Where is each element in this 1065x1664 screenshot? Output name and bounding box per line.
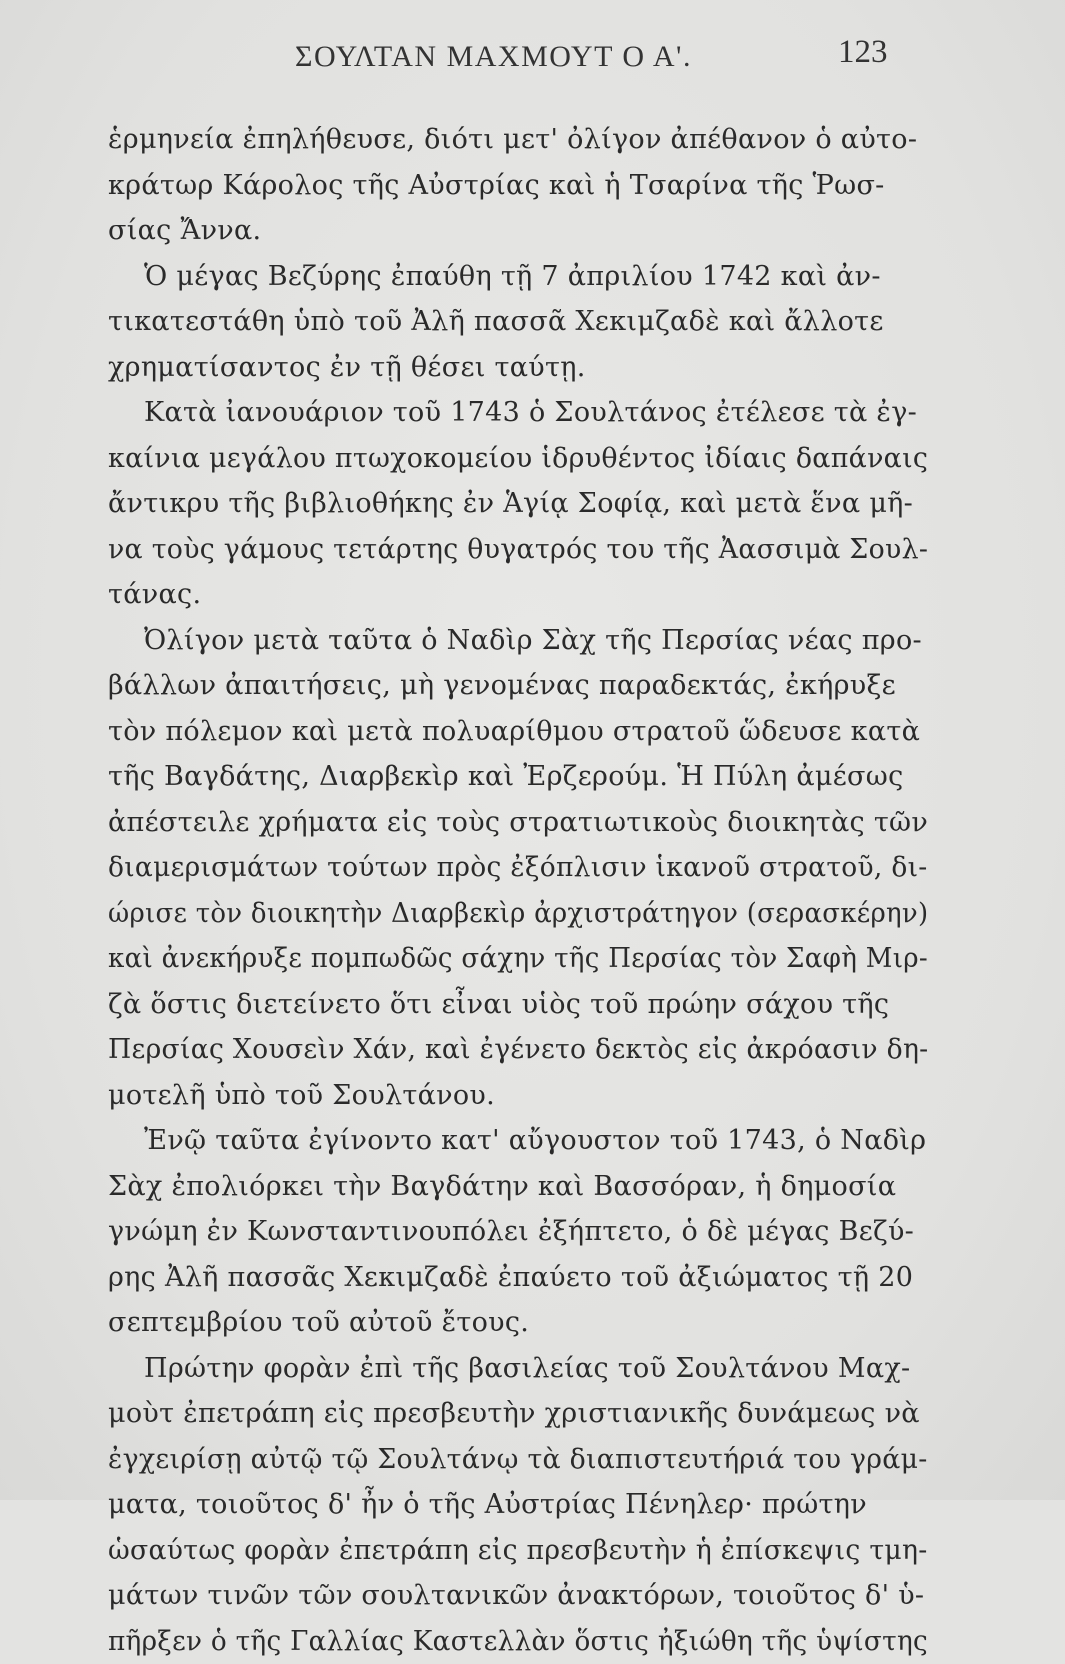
text-line: χρηματίσαντος ἐν τῇ θέσει ταύτῃ. [108,345,928,391]
page-number: 123 [838,34,888,71]
text-line: Ἐνῷ ταῦτα ἐγίνοντο κατ' αὔγουστον τοῦ 1743, ὁ Ναδὶρ [108,1118,928,1164]
text-line: μάτων τινῶν τῶν σουλτανικῶν ἀνακτόρων, τοιοῦτος δ' ὑ- [108,1573,928,1619]
text-line: καίνια μεγάλου πτωχοκομείου ἱδρυθέντος ἰδίαις δαπάναις [108,436,923,482]
text-line: Κατὰ ἰανουάριον τοῦ 1743 ὁ Σουλτάνος ἐτέλεσε τὰ ἐγ- [108,390,928,436]
running-head: ΣΟΥΛΤΑΝ ΜΑΧΜΟΥΤ Ο Α'. [295,40,692,74]
text-line: Ὁ μέγας Βεζύρης ἐπαύθη τῇ 7 ἀπριλίου 1742 καὶ ἀν- [108,254,928,300]
text-line: σίας Ἄννα. [108,208,928,254]
text-line: ώρισε τὸν διοικητὴν Διαρβεκὶρ ἀρχιστράτηγον (σερασκέρην) [108,891,896,937]
text-line: Ὀλίγον μετὰ ταῦτα ὁ Ναδὶρ Σὰχ τῆς Περσίας νέας προ- [108,618,928,664]
text-line: ἐγχειρίσῃ αὐτῷ τῷ Σουλτάνῳ τὰ διαπιστευτήριά του γράμ- [108,1437,919,1483]
text-line: ἄντικρυ τῆς βιβλιοθήκης ἐν Ἁγίᾳ Σοφίᾳ, καὶ μετὰ ἕνα μῆ- [108,481,928,527]
text-line: τάνας. [108,572,928,618]
text-line: διαμερισμάτων τούτων πρὸς ἐξόπλισιν ἱκανοῦ στρατοῦ, δι- [108,845,912,891]
text-line: ἑρμηνεία ἐπηλήθευσε, διότι μετ' ὀλίγον ἀπέθανον ὁ αὐτο- [108,117,928,163]
text-line: σεπτεμβρίου τοῦ αὐτοῦ ἔτους. [108,1300,928,1346]
text-line: γνώμη ἐν Κωνσταντινουπόλει ἐξήπτετο, ὁ δὲ μέγας Βεζύ- [108,1209,928,1255]
text-line: κράτωρ Κάρολος τῆς Αὐστρίας καὶ ἡ Τσαρίνα τῆς Ῥωσ- [108,163,928,209]
text-line: να τοὺς γάμους τετάρτης θυγατρός του τῆς Ἀασσιμὰ Σουλ- [108,527,920,573]
text-line: τὸν πόλεμον καὶ μετὰ πολυαρίθμου στρατοῦ ὥδευσε κατὰ [108,709,928,755]
text-line: μοὺτ ἐπετράπη εἰς πρεσβευτὴν χριστιανικῆς δυνάμεως νὰ [108,1391,928,1437]
text-line: ἀπέστειλε χρήματα εἰς τοὺς στρατιωτικοὺς διοικητὰς τῶν [108,800,928,846]
text-line: Πρώτην φορὰν ἐπὶ τῆς βασιλείας τοῦ Σουλτάνου Μαχ- [108,1346,928,1392]
text-line: βάλλων ἀπαιτήσεις, μὴ γενομένας παραδεκτάς, ἐκήρυξε [108,663,928,709]
text-line: πῆρξεν ὁ τῆς Γαλλίας Καστελλὰν ὅστις ἠξιώθη τῆς ὑψίστης [108,1619,906,1664]
text-line: ζὰ ὅστις διετείνετο ὅτι εἶναι υἱὸς τοῦ πρώην σάχου τῆς [108,982,928,1028]
text-line: καὶ ἀνεκήρυξε πομπωδῶς σάχην τῆς Περσίας τὸν Σαφὴ Μιρ- [108,936,900,982]
text-line: ρης Ἀλῆ πασσᾶς Χεκιμζαδὲ ἐπαύετο τοῦ ἀξιώματος τῇ 20 [108,1255,928,1301]
text-line: μοτελῆ ὑπὸ τοῦ Σουλτάνου. [108,1073,928,1119]
text-line: ὡσαύτως φορὰν ἐπετράπη εἰς πρεσβευτὴν ἡ ἐπίσκεψις τμη- [108,1528,917,1574]
body-text [108,117,928,1664]
text-line: Περσίας Χουσεὶν Χάν, καὶ ἐγένετο δεκτὸς εἰς ἀκρόασιν δη- [108,1027,916,1073]
text-line: τῆς Βαγδάτης, Διαρβεκὶρ καὶ Ἐρζερούμ. Ἡ Πύλη ἀμέσως [108,754,928,800]
text-line: τικατεστάθη ὑπὸ τοῦ Ἀλῆ πασσᾶ Χεκιμζαδὲ καὶ ἄλλοτε [108,299,928,345]
text-line: Σὰχ ἐπολιόρκει τὴν Βαγδάτην καὶ Βασσόραν, ἡ δημοσία [108,1164,928,1210]
text-line: ματα, τοιοῦτος δ' ἦν ὁ τῆς Αὐστρίας Πένηλερ· πρώτην [108,1482,928,1528]
